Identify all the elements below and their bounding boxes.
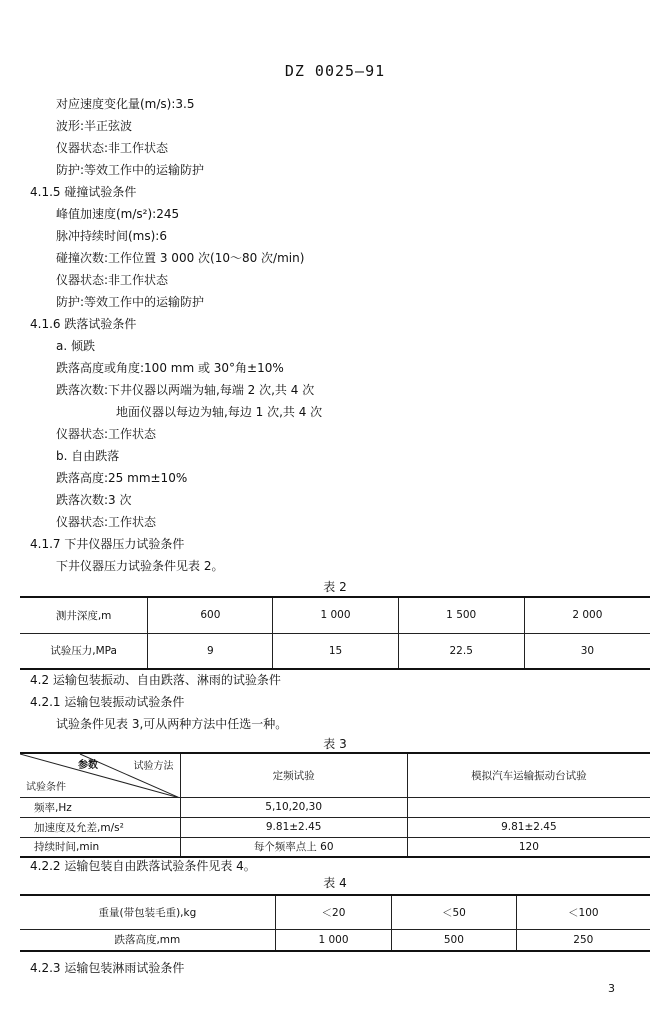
table-4-caption: 表 4 [323, 876, 347, 890]
table-row [20, 817, 650, 837]
table-3 [20, 752, 650, 858]
table-cell: 1 000 [275, 929, 391, 951]
table-cell: 持续时间,min [20, 837, 180, 857]
section-heading: 4.2 运输包装振动、自由跌落、淋雨的试验条件 [30, 673, 281, 687]
section-heading: 4.1.7 下井仪器压力试验条件 [30, 537, 185, 551]
table-row [20, 753, 650, 797]
table-cell: 每个频率点上 60 [180, 837, 407, 857]
text-line: 地面仪器以每边为轴,每边 1 次,共 4 次 [116, 405, 323, 419]
text-line: 对应速度变化量(m/s):3.5 [56, 97, 195, 111]
text-line: 碰撞次数:工作位置 3 000 次(10～80 次/min) [56, 251, 305, 265]
table-cell: 15 [273, 633, 398, 669]
text-line: a. 倾跌 [56, 339, 95, 353]
table-row [20, 837, 650, 857]
text-line: 脉冲持续时间(ms):6 [56, 229, 167, 243]
table-cell: 9.81±2.45 [180, 817, 407, 837]
table-cell: 120 [407, 837, 650, 857]
diagonal-header-cell [20, 753, 180, 797]
text-line: 仪器状态:非工作状态 [56, 273, 169, 287]
table-row [20, 929, 650, 951]
section-heading: 4.2.3 运输包装淋雨试验条件 [30, 961, 185, 975]
table-cell: 2 000 [524, 597, 650, 633]
table-cell: ＜100 [516, 895, 650, 929]
text-line: 跌落次数:下井仪器以两端为轴,每端 2 次,共 4 次 [56, 383, 315, 397]
table-cell: ＜20 [275, 895, 391, 929]
section-heading: 4.1.5 碰撞试验条件 [30, 185, 137, 199]
table-cell: 1 000 [273, 597, 398, 633]
text-line: 波形:半正弦波 [56, 119, 133, 133]
text-line: 防护:等效工作中的运输防护 [56, 163, 205, 177]
table-cell: 加速度及允差,m/s² [20, 817, 180, 837]
page-number: 3 [608, 982, 615, 995]
table-cell: 5,10,20,30 [180, 797, 407, 817]
text-line: 仪器状态:工作状态 [56, 427, 157, 441]
table-row [20, 797, 650, 817]
table-cell: 500 [392, 929, 516, 951]
table-row [20, 895, 650, 929]
text-line: 仪器状态:工作状态 [56, 515, 157, 529]
text-line: 跌落次数:3 次 [56, 493, 132, 507]
table-3-caption: 表 3 [323, 737, 347, 751]
text-line: 下井仪器压力试验条件见表 2。 [56, 559, 224, 573]
table-cell: 测井深度,m [20, 597, 148, 633]
table-cell: 频率,Hz [20, 797, 180, 817]
table-row [20, 633, 650, 669]
page-header: DZ 0025—91 [284, 62, 386, 80]
header-param: 参数 [78, 760, 98, 771]
table-cell [407, 797, 650, 817]
table-2-caption: 表 2 [323, 580, 347, 594]
table-cell: 跌落高度,mm [20, 929, 275, 951]
text-line: 峰值加速度(m/s²):245 [56, 207, 180, 221]
table-cell: 600 [148, 597, 273, 633]
table-row [20, 597, 650, 633]
table-cell: 30 [524, 633, 650, 669]
table-cell: 9.81±2.45 [407, 817, 650, 837]
table-cell: 1 500 [398, 597, 524, 633]
section-heading: 4.2.2 运输包装自由跌落试验条件见表 4。 [30, 859, 256, 873]
header-condition: 试验条件 [26, 781, 66, 793]
table-cell: 定频试验 [180, 753, 407, 797]
table-cell: 试验压力,MPa [20, 633, 148, 669]
text-line: 试验条件见表 3,可从两种方法中任选一种。 [56, 717, 288, 731]
table-cell: 22.5 [398, 633, 524, 669]
table-cell: 250 [516, 929, 650, 951]
text-line: b. 自由跌落 [56, 449, 120, 463]
text-line: 跌落高度:25 mm±10% [56, 471, 188, 485]
header-method: 试验方法 [133, 761, 174, 772]
table-4 [20, 894, 650, 952]
text-line: 防护:等效工作中的运输防护 [56, 295, 205, 309]
text-line: 跌落高度或角度:100 mm 或 30°角±10% [56, 361, 284, 375]
section-heading: 4.1.6 跌落试验条件 [30, 317, 137, 331]
table-2 [20, 596, 650, 670]
table-cell: 重量(带包装毛重),kg [20, 895, 275, 929]
table-cell: 模拟汽车运输振动台试验 [407, 753, 650, 797]
table-cell: 9 [148, 633, 273, 669]
table-cell: ＜50 [392, 895, 516, 929]
section-heading: 4.2.1 运输包装振动试验条件 [30, 695, 185, 709]
text-line: 仪器状态:非工作状态 [56, 141, 169, 155]
